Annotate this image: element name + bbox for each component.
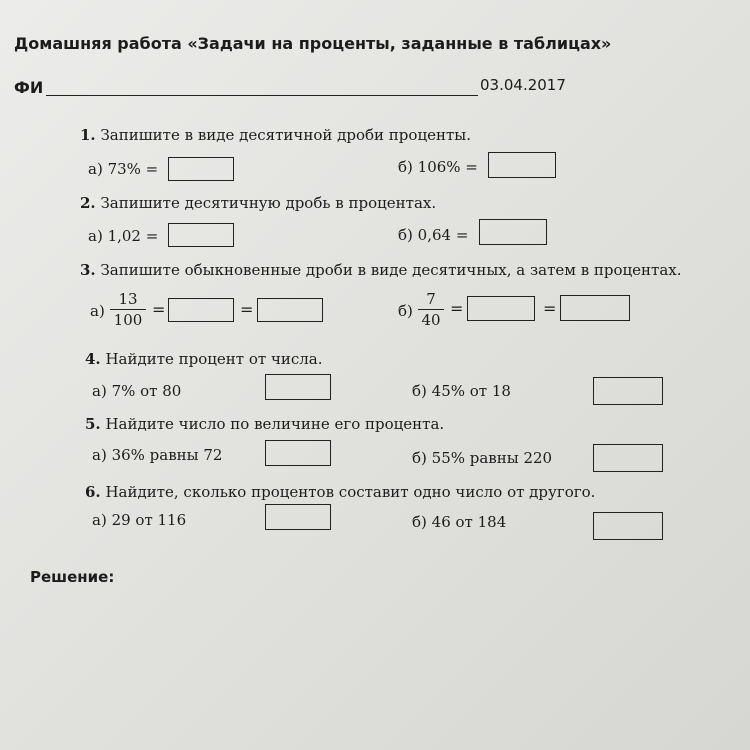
task-6b-label: б) 46 от 184 [412,513,507,531]
task-6b-answer-box[interactable] [593,512,663,540]
task-1-text: Запишите в виде десятичной дроби проценты. [100,126,471,144]
task-3a-decimal-box[interactable] [168,298,234,322]
task-5-text: Найдите число по величине его процента. [105,415,445,433]
task-1-question [80,126,471,144]
task-4a-answer-box[interactable] [265,374,331,400]
task-2b-label: б) 0,64 = [398,226,469,244]
task-5-number: 5. [85,415,101,433]
task-1-number: 1. [80,126,96,144]
task-3b-numerator: 7 [426,290,436,308]
task-3a-denominator: 100 [113,311,143,329]
task-2-text: Запишите десятичную дробь в процентах. [100,194,437,212]
task-3a-fraction-bar [110,309,146,310]
date: 03.04.2017 [480,76,566,94]
worksheet-title: Домашняя работа «Задачи на проценты, заданные в таблицах» [14,34,612,53]
task-3a-percent-box[interactable] [257,298,323,322]
task-3b-fraction [418,290,444,329]
task-1b-label: б) 106% = [398,158,478,176]
task-4a-label: а) 7% от 80 [92,382,182,400]
name-line[interactable] [46,95,478,96]
task-5-question [85,415,444,433]
task-2-number: 2. [80,194,96,212]
task-4b-answer-box[interactable] [593,377,663,405]
task-3b-percent-box[interactable] [560,295,630,321]
task-3a-fraction [110,290,146,329]
task-2b-answer-box[interactable] [479,219,547,245]
task-2a-label: а) 1,02 = [88,227,159,245]
task-2a-answer-box[interactable] [168,223,234,247]
task-3-number: 3. [80,261,96,279]
task-4-question [85,350,323,368]
task-1a-label: а) 73% = [88,160,159,178]
task-3-question [80,261,682,279]
task-5b-label: б) 55% равны 220 [412,449,553,467]
task-6-question [85,483,595,501]
task-3b-prefix: б) [398,302,413,320]
task-4-text: Найдите процент от числа. [105,350,323,368]
task-3a-numerator: 13 [118,290,138,308]
task-6-text: Найдите, сколько процентов составит одно число от другого. [105,483,596,501]
task-3b-equals-2: = [543,299,557,318]
task-3-text: Запишите обыкновенные дроби в виде десятичных, а затем в процентах. [100,261,682,279]
task-4-number: 4. [85,350,101,368]
task-5a-label: а) 36% равны 72 [92,446,223,464]
task-3b-decimal-box[interactable] [467,296,535,321]
task-1b-answer-box[interactable] [488,152,556,178]
task-3a-equals-1: = [152,300,166,319]
task-2-question [80,194,436,212]
task-3a-prefix: а) [90,302,105,320]
task-5a-answer-box[interactable] [265,440,331,466]
task-6a-label: а) 29 от 116 [92,511,187,529]
task-3b-fraction-bar [418,309,444,310]
task-6a-answer-box[interactable] [265,504,331,530]
task-3a-equals-2: = [240,300,254,319]
task-1a-answer-box[interactable] [168,157,234,181]
task-3b-denominator: 40 [421,311,441,329]
task-6-number: 6. [85,483,101,501]
task-5b-answer-box[interactable] [593,444,663,472]
solution-label: Решение: [30,568,115,586]
name-label: ФИ [14,78,44,97]
task-3b-equals-1: = [450,299,464,318]
task-4b-label: б) 45% от 18 [412,382,511,400]
